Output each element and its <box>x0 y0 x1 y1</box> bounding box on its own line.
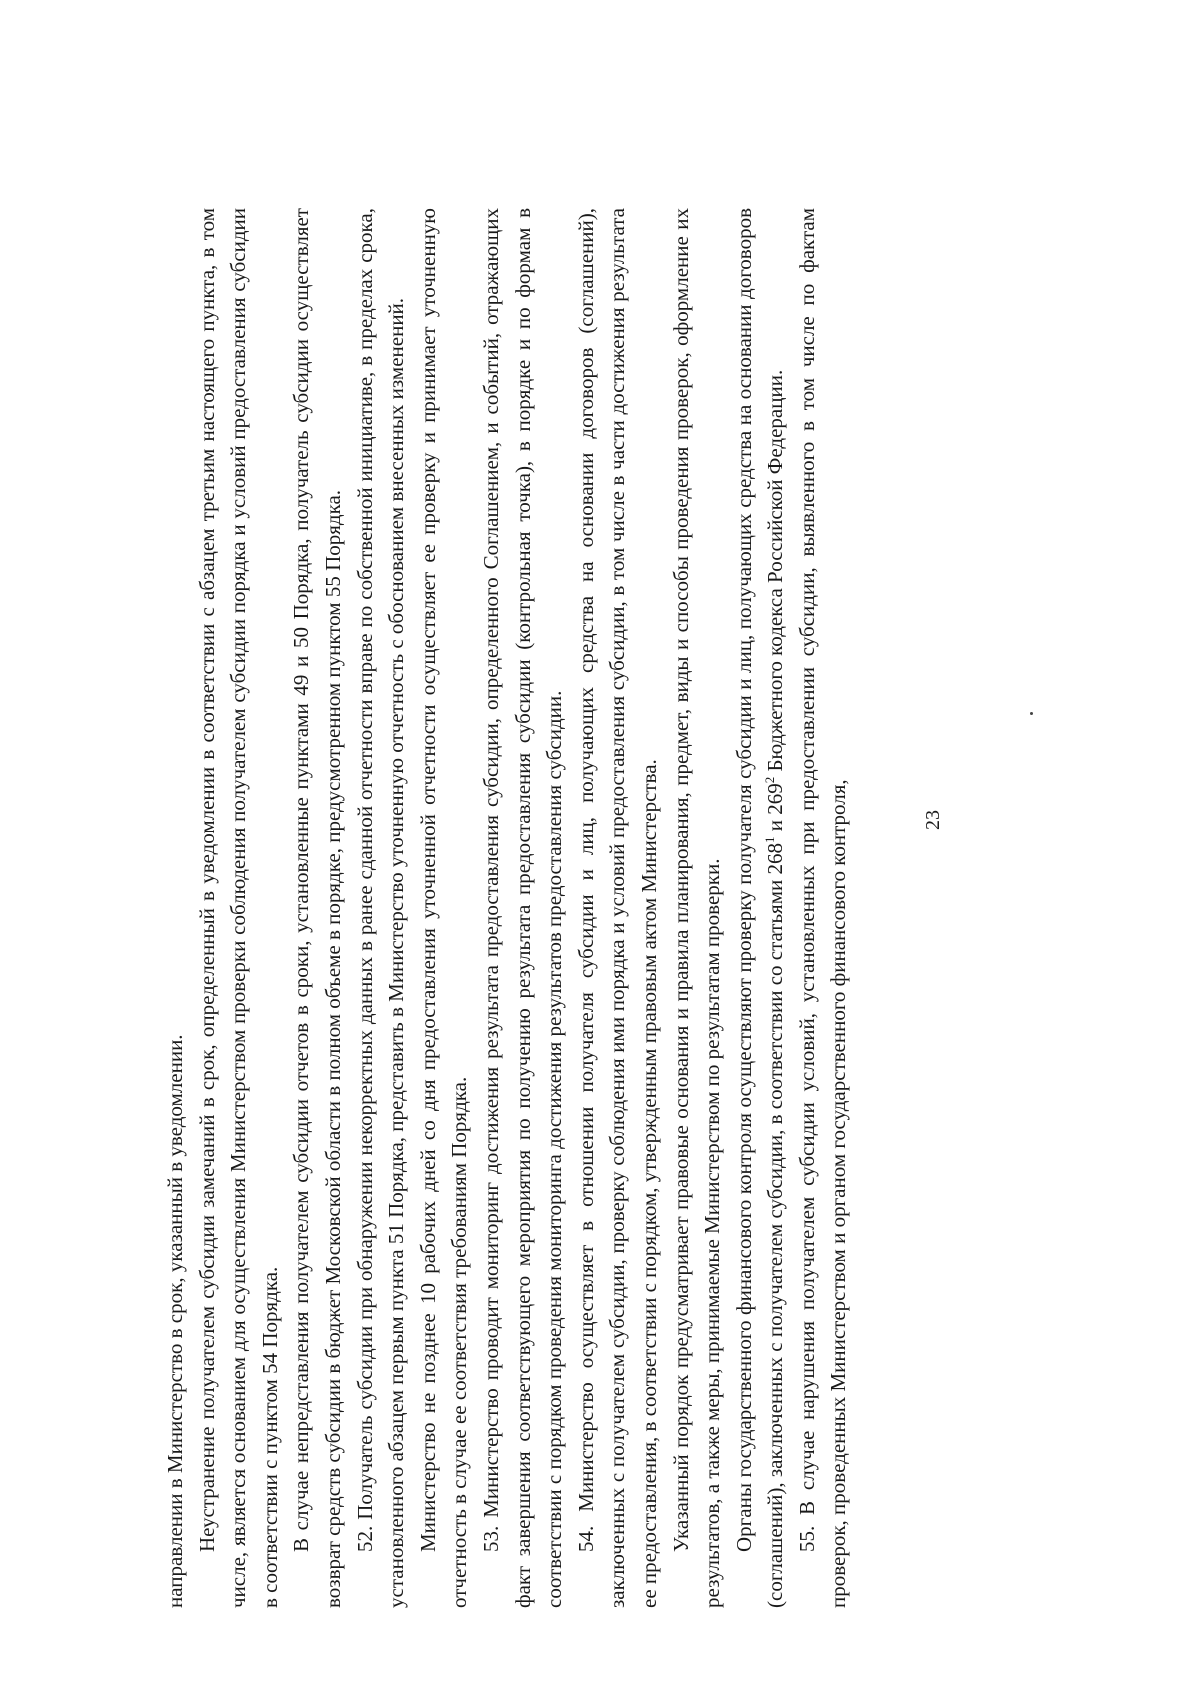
audit-text-part2: и 269 <box>763 783 788 837</box>
paragraph-audit <box>729 208 792 1608</box>
paragraph: 53. Министерство проводит мониторинг достижения результата предоставления субсидии, определенного Соглашением, и событий, отражающих факт завершения соответствующего мероприятия по получению результата предоставления субсидии (контрольная точка), в порядке и по формам в соответствии с порядком проведения мониторинга достижения результатов предоставления субсидии. <box>478 208 567 1608</box>
audit-text-part3: Бюджетного кодекса Российской Федерации. <box>763 369 788 777</box>
paragraph: Указанный порядок предусматривает правовые основания и правила планирования, предмет, виды и способы проведения проверок, оформление их результатов, а также меры, принимаемые Министерством по результатам проверки. <box>668 208 725 1608</box>
paragraph: 54. Министерство осуществляет в отношении получателя субсидии и лиц, получающих средства на основании договоров (соглашений), заключенных с получателем субсидии, проверку соблюдения ими порядка и условий предоставления субсидии, в том числе в части достижения результата ее предоставления, в соответствии с порядком, утвержденным правовым актом Министерства. <box>573 208 661 1608</box>
paragraph: направлении в Министерство в срок, указанный в уведомлении. <box>163 1034 187 1608</box>
paragraph: 52. Получатель субсидии при обнаружении некорректных данных в ранее сданной отчетности вправе по собственной инициативе, в пределах срока, установленного абзацем первым пункта 51 Порядка, представить в Министерство уточненную отчетность с обоснованием внесенных изменений. <box>352 208 409 1608</box>
paragraph: Неустранение получателем субсидии замечаний в срок, определенный в уведомлении в соответствии с абзацем третьим настоящего пункта, в том числе, является основанием для осуществления Министерством проверки соблюдения получателем субсидии порядка и условий предоставления субсидии в соответствии с пунктом 54 Порядка. <box>194 208 282 1608</box>
paragraph: 55. В случае нарушения получателем субсидии условий, установленных при предоставлении субсидии, выявленного в том числе по фактам проверок, проведенных Министерством и органом государственного финансового контроля, <box>794 208 851 1608</box>
document-body <box>160 208 1040 1608</box>
page-number: 23 <box>922 810 944 830</box>
superscript: 1 <box>762 836 778 843</box>
paragraph: Министерство не позднее 10 рабочих дней со дня предоставления уточненной отчетности осуществляет ее проверку и принимает уточненную отчетность в случае ее соответствия требованиям Порядка. <box>415 208 472 1608</box>
paragraph: В случае непредставления получателем субсидии отчетов в сроки, установленные пунктами 49 и 50 Порядка, получатель субсидии осуществляет возврат средств субсидии в бюджет Московской области в полном объеме в порядке, предусмотренном пунктом 55 Порядка. <box>289 208 345 1608</box>
audit-text-part1: Органы государственного финансового контроля осуществляют проверку получателя субсидии и лиц, получающих средства на основании договоров (соглашений), заключенных с получателем субсидии, в соответствии со статьями 268 <box>731 208 788 1608</box>
superscript: 2 <box>762 776 778 784</box>
